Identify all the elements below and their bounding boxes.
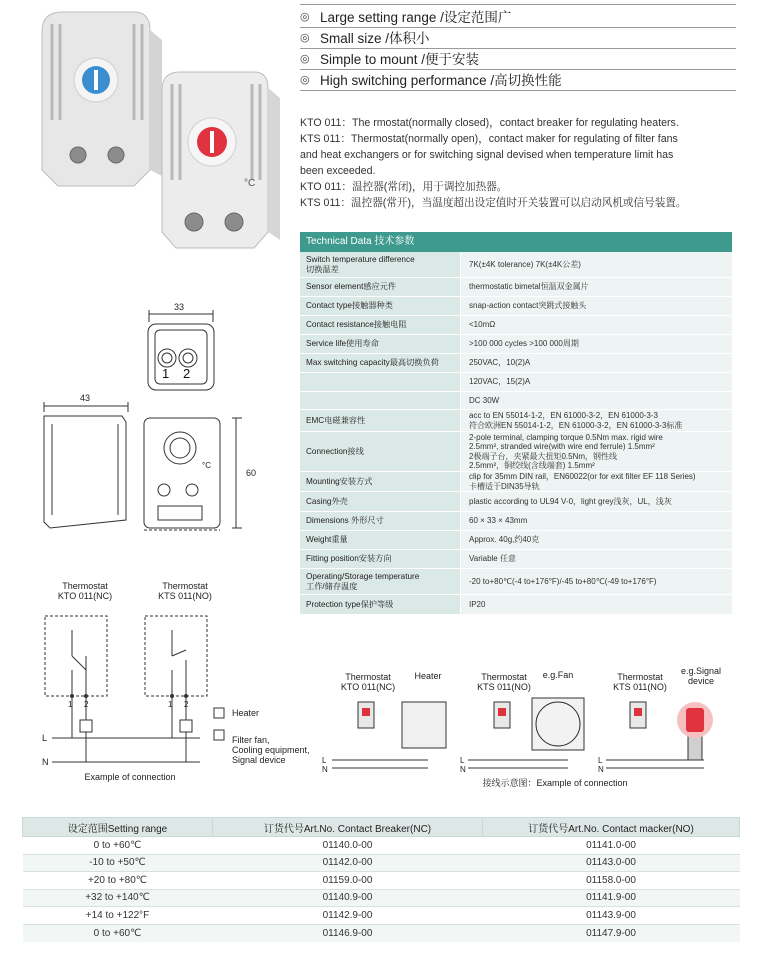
tech-value-line: 250VAC，10(2)A [469, 358, 531, 368]
bullet-icon: ◎ [300, 10, 310, 23]
conn-heater-label: Heater [414, 671, 442, 681]
tech-value [460, 392, 732, 409]
tech-row [300, 335, 732, 354]
bullet-icon: ◎ [300, 31, 310, 44]
connection-examples [318, 694, 738, 780]
tech-value [460, 278, 732, 296]
order-row [23, 837, 740, 855]
terminal-label-2: 2 [183, 366, 191, 381]
tech-value-line: plastic according to UL94 V-0，light grey浅灰，UL，浅灰 [469, 496, 672, 506]
dimension-drawing [22, 300, 290, 550]
connection-caption: 接线示意图：Example of connection [482, 778, 628, 788]
maker-artno-cell: 01143.9-00 [483, 907, 740, 925]
tech-value-line: 120VAC，15(2)A [469, 377, 531, 387]
breaker-artno-cell: 01146.9-00 [213, 924, 483, 942]
tech-value-line: 符合欧洲EN 55014-1-2，EN 61000-3-2，EN 61000-3-3标准 [469, 420, 683, 430]
breaker-artno-cell: 01142.0-00 [213, 854, 483, 872]
tech-value [460, 252, 732, 277]
description [300, 115, 740, 211]
description-line: and heat exchangers or for switching signal devised when temperature limit has [300, 149, 674, 161]
tech-value-line: IP20 [469, 599, 486, 609]
tech-key: Contact resistance接触电阻 [300, 316, 460, 334]
kts-schematic-title: Thermostat KTS 011(NO) [158, 581, 212, 601]
breaker-artno-cell: 01140.9-00 [213, 889, 483, 907]
schematic-terminal-1: 1 [68, 700, 73, 709]
tech-value [460, 373, 732, 391]
signal-light-icon [677, 702, 713, 738]
breaker-artno-cell: 01140.0-00 [213, 837, 483, 855]
tech-key: Contact type接触器种类 [300, 297, 460, 315]
tech-value-line: thermostatic bimetal恒温双金属片 [469, 282, 589, 292]
tech-key: Dimensions 外形尺寸 [300, 512, 460, 530]
tech-row [300, 531, 732, 550]
schematic-terminal-2: 2 [184, 700, 189, 709]
tech-value-line: DC 30W [469, 395, 500, 405]
tech-row [300, 492, 732, 512]
tech-row [300, 278, 732, 297]
conn-kto-title: Thermostat KTO 011(NC) [340, 672, 396, 692]
breaker-artno-cell: 01142.9-00 [213, 907, 483, 925]
tech-row [300, 373, 732, 392]
conn-fan-label: e.g.Fan [542, 670, 574, 680]
tech-value [460, 595, 732, 614]
maker-artno-cell: 01141.9-00 [483, 889, 740, 907]
tech-key: Sensor element感应元件 [300, 278, 460, 296]
tech-key: Operating/Storage temperature 工作/储存温度 [300, 569, 460, 594]
tech-key: Weight重量 [300, 531, 460, 549]
order-row [23, 907, 740, 925]
setting-range-cell: +32 to +140℃ [23, 889, 213, 907]
tech-key: Mounting安装方式 [300, 472, 460, 491]
setting-range-cell: +20 to +80℃ [23, 872, 213, 890]
technical-data-table [300, 232, 732, 615]
tech-value-line: 2-pole terminal, clamping torque 0.5Nm max. rigid wire [469, 432, 663, 442]
schematic-l: L [42, 733, 48, 743]
dimension-width: 33 [174, 302, 185, 312]
kto-schematic-title: Thermostat KTO 011(NC) [57, 581, 113, 601]
setting-range-cell: +14 to +122°F [23, 907, 213, 925]
bullet-icon: ◎ [300, 52, 310, 65]
tech-value-line: 7K(±4K tolerance) 7K(±4K公差) [469, 259, 581, 269]
conn-kts-fan-title: Thermostat KTS 011(NO) [477, 672, 531, 692]
order-table-body [23, 837, 740, 942]
terminal-label-1: 1 [162, 366, 170, 381]
tech-key: Max switching capacity最高切换负荷 [300, 354, 460, 372]
tech-key: Casing外壳 [300, 492, 460, 511]
tech-row [300, 354, 732, 373]
feature-text: High switching performance /高切换性能 [320, 73, 562, 88]
setting-range-cell: 0 to +60℃ [23, 837, 213, 855]
tech-value-line: 60 × 33 × 43mm [469, 516, 528, 526]
description-line: KTO 011：温控器(常闭)，用于调控加热器。 [300, 181, 508, 193]
description-line: KTS 011：Thermostat(normally open)，contact maker for regulating of filter fans [300, 133, 678, 145]
kto-unit-photo [162, 72, 280, 248]
schematic-caption: Example of connection [84, 772, 176, 782]
tech-key: Connection接线 [300, 432, 460, 471]
tech-value [460, 531, 732, 549]
tech-value-line: >100 000 cycles >100 000周期 [469, 339, 579, 349]
tech-value [460, 316, 732, 334]
setting-range-cell: 0 to +60℃ [23, 924, 213, 942]
conn-signal-label: e.g.Signal device [680, 666, 722, 686]
svg-text:°C: °C [244, 178, 256, 189]
schematic-terminal-2: 2 [84, 700, 89, 709]
dimension-height: 60 [246, 468, 257, 478]
tech-value [460, 354, 732, 372]
tech-value-line: 卡槽适于DIN35导轨 [469, 481, 540, 491]
feature-text: Small size /体积小 [320, 31, 430, 46]
order-row [23, 889, 740, 907]
legend-fan: Filter fan, Cooling equipment, Signal device [232, 735, 310, 765]
order-table [22, 817, 740, 942]
tech-value [460, 492, 732, 511]
tech-value-line: Approx. 40g,约40克 [469, 535, 540, 545]
conn-l: L [598, 756, 603, 765]
tech-key: Service life使用寿命 [300, 335, 460, 353]
tech-value-line: clip for 35mm DIN rail，EN60022(or for exit filter EF 118 Series) [469, 472, 696, 481]
feature-item [300, 6, 736, 26]
tech-row [300, 410, 732, 432]
tech-value-line: <10mΩ [469, 320, 496, 330]
tech-value [460, 512, 732, 530]
feature-divider [300, 90, 736, 91]
tech-value [460, 550, 732, 568]
order-row [23, 872, 740, 890]
maker-artno-cell: 01147.9-00 [483, 924, 740, 942]
header-setting-range: 设定范围Setting range [23, 818, 213, 837]
feature-item [300, 27, 736, 47]
conn-l: L [460, 756, 465, 765]
order-row [23, 854, 740, 872]
tech-key [300, 392, 460, 409]
tech-value [460, 472, 732, 491]
feature-item [300, 69, 736, 89]
tech-value [460, 432, 732, 471]
maker-artno-cell: 01143.0-00 [483, 854, 740, 872]
feature-text: Large setting range /设定范围广 [320, 10, 512, 25]
technical-data-title: Technical Data 技术参数 [300, 232, 732, 252]
order-row [23, 924, 740, 942]
setting-range-cell: -10 to +50℃ [23, 854, 213, 872]
tech-row [300, 569, 732, 595]
tech-row [300, 432, 732, 472]
schematic-terminal-1: 1 [168, 700, 173, 709]
kts-unit-photo [42, 12, 162, 186]
tech-value-line: snap-action contact突跳式接触头 [469, 301, 587, 311]
tech-row [300, 392, 732, 410]
tech-value [460, 297, 732, 315]
description-line: been exceeded. [300, 165, 376, 177]
feature-text: Simple to mount /便于安装 [320, 52, 480, 67]
tech-key: Fitting position安装方向 [300, 550, 460, 568]
dial-unit: °C [202, 461, 211, 470]
bullet-icon: ◎ [300, 73, 310, 86]
tech-row [300, 512, 732, 531]
header-breaker: 订货代号Art.No. Contact Breaker(NC) [213, 818, 483, 837]
tech-row [300, 550, 732, 569]
description-line: KTS 011：温控器(常开)，当温度超出设定值时开关装置可以启动风机或信号装置。 [300, 197, 687, 209]
product-photo [22, 0, 294, 262]
conn-n: N [322, 765, 328, 774]
tech-row [300, 595, 732, 615]
dimension-depth: 43 [80, 393, 91, 403]
schematic-n: N [42, 757, 49, 767]
conn-kts-signal-title: Thermostat KTS 011(NO) [613, 672, 667, 692]
conn-n: N [598, 765, 604, 774]
header-maker: 订货代号Art.No. Contact macker(NO) [483, 818, 740, 837]
tech-value [460, 410, 732, 431]
maker-artno-cell: 01158.0-00 [483, 872, 740, 890]
tech-value [460, 335, 732, 353]
tech-value-line: 2极端子台，夹紧最大扭矩0.5Nm，钢性线 [469, 451, 618, 461]
tech-value-line: 2.5mm²，铜绞线(含线端套) 1.5mm² [469, 461, 595, 470]
tech-key: Protection type保护等级 [300, 595, 460, 614]
tech-key [300, 373, 460, 391]
description-line: KTO 011：The rmostat(normally closed)，contact breaker for regulating heaters. [300, 117, 679, 129]
tech-value-line: Variable 任意 [469, 554, 516, 564]
tech-value-line: 2.5mm², stranded wire(with wire end ferrule) 1.5mm² [469, 442, 655, 451]
legend-heater: Heater [232, 708, 260, 718]
tech-value-line: acc to EN 55014-1-2，EN 61000-3-2，EN 61000-3-3 [469, 411, 658, 420]
feature-item [300, 48, 736, 68]
conn-l: L [322, 756, 327, 765]
maker-artno-cell: 01141.0-00 [483, 837, 740, 855]
breaker-artno-cell: 01159.0-00 [213, 872, 483, 890]
tech-value-line: -20 to+80℃(-4 to+176°F)/-45 to+80℃(-49 to+176°F) [469, 576, 657, 586]
tech-row [300, 297, 732, 316]
tech-row [300, 472, 732, 492]
technical-data-rows [300, 252, 732, 615]
tech-key: EMC电磁兼容性 [300, 410, 460, 431]
tech-key: Switch temperature difference 切换温差 [300, 252, 460, 277]
order-table-header [23, 818, 740, 837]
feature-divider [300, 4, 736, 5]
tech-row [300, 316, 732, 335]
conn-n: N [460, 765, 466, 774]
tech-value [460, 569, 732, 594]
tech-row [300, 252, 732, 278]
